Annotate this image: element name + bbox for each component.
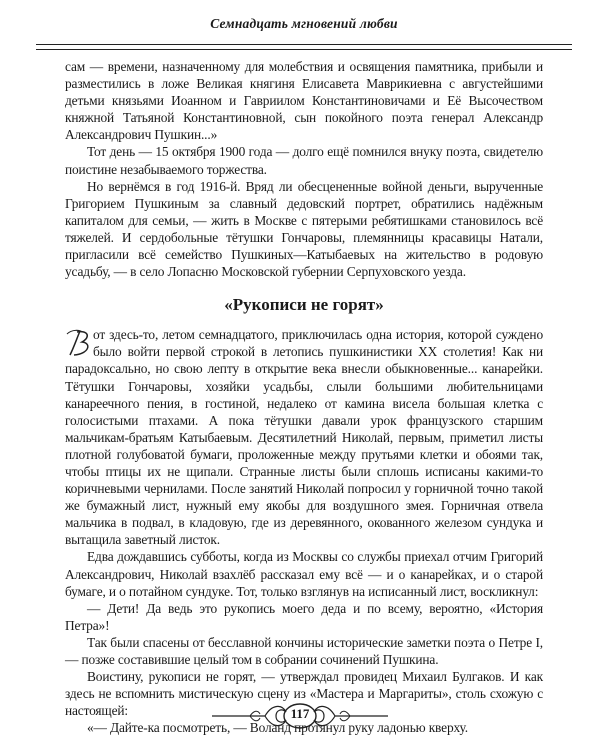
paragraph: сам — времени, назначенному для молебствия и освящения памятника, прибыли и разместились в ложе Великая княгиня Елисавета Маврикиевна с августейшими детьми князьями Иоанном и Гавриилом Константиновичами и Её Высочеством княжной Татьяной Константиновной, сын покойного поэта генерал Александр Александрович Пушкин...» xyxy=(65,59,543,143)
paragraph: Но вернёмся в год 1916-й. Вряд ли обесцененные войной деньги, вырученные Григорием Пушкиным за славный дедовский портрет, обратились надёжным капиталом для семьи, — жить в Москве с пятерыми ребятишками становилось всё тяжелей. И сердобольные тётушки Гончаровы, племянницы красавицы Натали, пригласили всё семейство Пушкиных—Катыбаевых на жительство в родовую усадьбу, — в село Лопасню Московской губернии Серпуховского уезда. xyxy=(65,178,543,280)
chapter-first-paragraph xyxy=(65,326,543,548)
paragraph: Тот день — 15 октября 1900 года — долго ещё помнился внуку поэта, свидетелю поистине незабываемого торжества. xyxy=(65,144,543,177)
drop-cap-letter: В xyxy=(71,350,72,352)
paragraph: Воистину, рукописи не горят, — утверждал провидец Михаил Булгаков. И как здесь не вспомнить мистическую сцену из «Мастера и Маргариты», столь схожую с настоящей: xyxy=(65,669,543,719)
page-footer xyxy=(0,698,600,738)
paragraph: «— Дайте-ка посмотреть, — Воланд протянул руку ладонью кверху. xyxy=(87,720,468,736)
paragraph-text: от здесь-то, летом семнадцатого, приключилась одна история, которой суждено было войти первой строкой в летопись пушкинистики XX столетия! Как ни парадоксально, но свою лепту в открытие века внесли обыкновенные... канарейки. Тётушки Гончаровы, хозяйки усадьбы, слыли большими любительницами канареечного пения, в гостиной, недалеко от камина висела большая клетка с голосистыми птахами. А пока тётушки давали урок французского старшим мальчикам-братьям Катыбаевым. Десятилетний Николай, первым, приметил листы плотной голубоватой бумаги, проложенные между прутьями клетки и обоями так, чтобы птицы их не щипали. Странные листы были сплошь исписаны какими-то коричневыми чернилами. После занятий Николай попросил у горничной точно такой же бумажный лист, нужный ему якобы для воздушного змея. Горничная отвела мальчика в подвал, в кладовую, где из деревянного, окованного железом сундука и вытащила заветный листок. xyxy=(65,327,543,548)
chapter-title: «Рукописи не горят» xyxy=(224,295,384,315)
header-title: Семнадцать мгновений любви xyxy=(210,16,398,31)
page-body xyxy=(65,58,543,736)
paragraph: Так были спасены от бесславной кончины исторические заметки поэта о Петре I, — позже составившие целый том в собрании сочинений Пушкина. xyxy=(65,634,543,667)
paragraph: — Дети! Да ведь это рукопись моего деда и по всему, вероятно, «История Петра»! xyxy=(65,600,543,633)
drop-cap xyxy=(65,328,91,358)
paragraph: Едва дождавшись субботы, когда из Москвы со службы приехал отчим Григорий Александрович, Николай взахлёб рассказал ему всё — и о канарейках, и о старой бумаге, и о потайном сундуке. Тот, только взглянув на исписанный лист, воскликнул: xyxy=(65,549,543,599)
drop-cap-glyph xyxy=(65,328,91,358)
header-rule xyxy=(36,44,572,50)
page-number: 117 xyxy=(290,706,310,721)
running-header xyxy=(36,10,572,56)
